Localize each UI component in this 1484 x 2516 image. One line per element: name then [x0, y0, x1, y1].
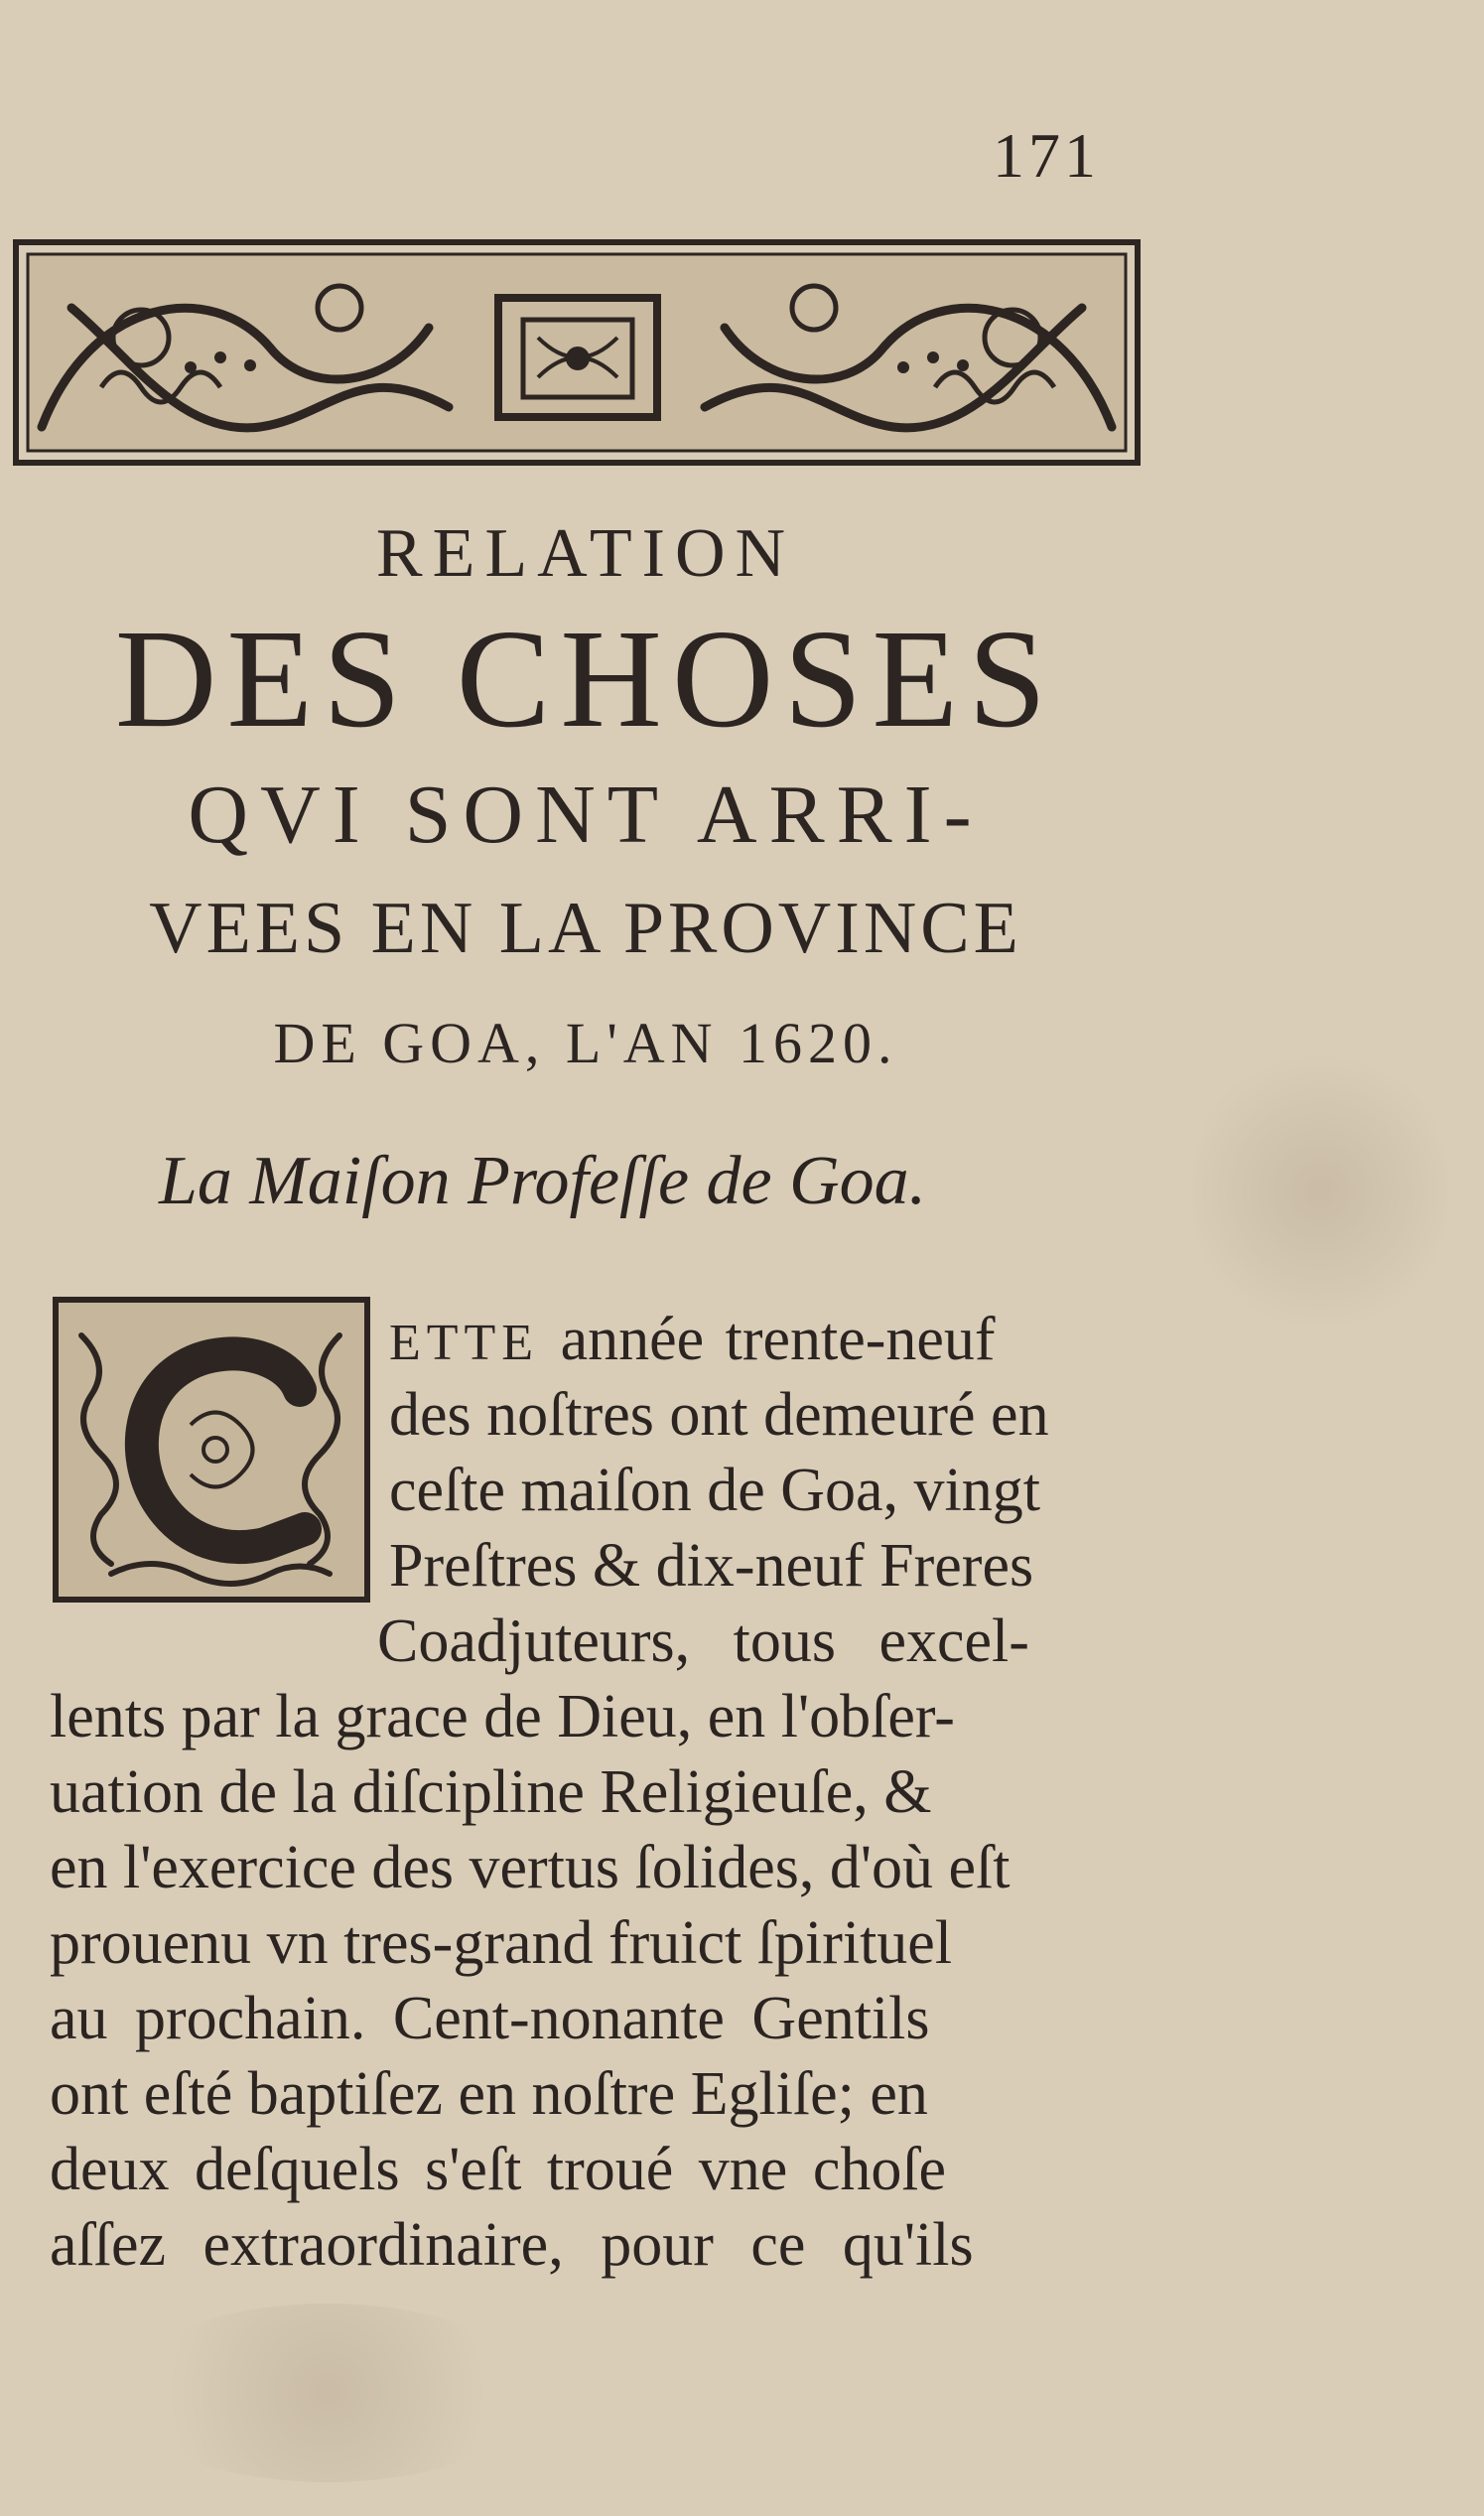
body-line-1	[389, 1306, 996, 1373]
title-line-3: QVI SONT ARRI-	[188, 769, 984, 861]
body-line-6: lents par la grace de Dieu, en l'obſer-	[50, 1683, 955, 1750]
body-line-5: Coadjuteurs, tous excel-	[377, 1607, 1029, 1675]
body-line-1-smallcaps: ETTE	[389, 1315, 540, 1371]
title-line-1: RELATION	[375, 515, 796, 592]
body-line-4: Preſtres & dix-neuf Freres	[389, 1532, 1034, 1600]
title-line-5: DE GOA, L'AN 1620.	[273, 1011, 898, 1075]
body-line-12: deux deſquels s'eſt troué vne choſe	[50, 2136, 947, 2203]
paper-stain	[1191, 1043, 1449, 1340]
body-line-10: au prochain. Cent-nonante Gentils	[50, 1985, 930, 2052]
body-line-8: en l'exercice des vertus ſolides, d'où eſt	[50, 1834, 1011, 1901]
body-line-2: des noſtres ont demeuré en	[389, 1381, 1049, 1449]
body-line-13: aſſez extraordinaire, pour ce qu'ils	[50, 2211, 974, 2279]
decorated-initial-c-icon	[52, 1296, 371, 1604]
body-line-9: prouenu vn tres-grand fruict ſpirituel	[50, 1909, 953, 1977]
title-line-4: VEES EN LA PROVINCE	[149, 888, 1022, 969]
section-heading: La Maiſon Profeſſe de Goa.	[159, 1143, 927, 1219]
title-line-2: DES CHOSES	[114, 600, 1057, 757]
paper-stain	[119, 2304, 536, 2482]
body-line-7: uation de la diſcipline Religieuſe, &	[50, 1758, 932, 1826]
ornamental-headpiece-icon	[12, 238, 1142, 467]
page-number: 171	[993, 120, 1100, 191]
body-line-11: ont eſté baptiſez en noſtre Egliſe; en	[50, 2060, 928, 2128]
body-line-1-rest: année trente-neuf	[560, 1306, 996, 1373]
body-line-3: ceſte maiſon de Goa, vingt	[389, 1457, 1040, 1524]
